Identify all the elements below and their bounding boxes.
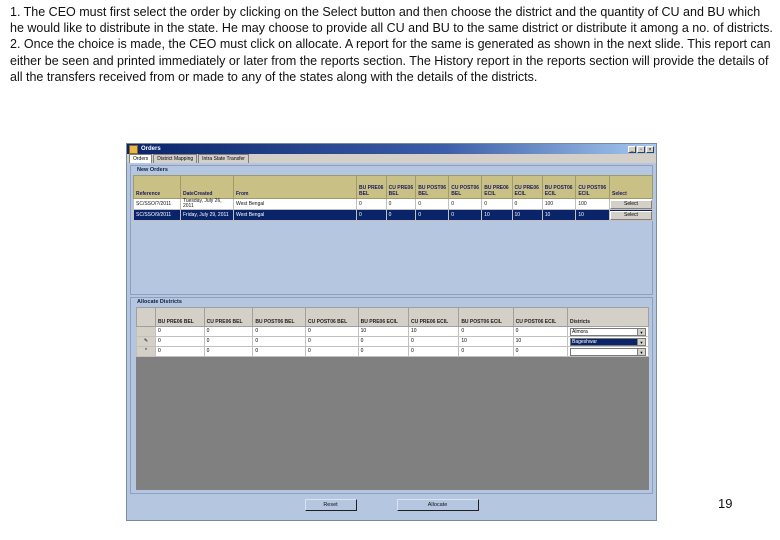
col-districts[interactable]: Districts [568,308,649,327]
qty-input[interactable]: 0 [156,337,205,347]
slide-instructions [10,4,775,85]
qty-input[interactable]: 0 [408,347,458,357]
cell-value: 0 [357,210,387,221]
action-bar [127,496,656,514]
cell-value: 0 [449,199,482,210]
cell-value: 0 [357,199,387,210]
col-bu-pre06-bel[interactable]: BU PRE06 BEL [357,176,387,199]
tab-intra-state-transfer[interactable]: Intra State Transfer [198,154,249,163]
cell-value: 10 [542,210,576,221]
cell-reference: SC/SSO/9/2011 [134,210,181,221]
col-bu-pre06-ecil[interactable]: BU PRE06 ECIL [358,308,408,327]
col-cu-pre06-ecil[interactable]: CU PRE06 ECIL [512,176,542,199]
col-cu-post06-bel[interactable]: CU POST06 BEL [449,176,482,199]
cell-value: 0 [386,210,416,221]
qty-input[interactable]: 0 [358,337,408,347]
allocate-districts-panel [130,297,653,494]
district-dropdown[interactable] [570,348,646,356]
orders-window [126,143,657,521]
qty-input[interactable]: 0 [358,347,408,357]
qty-input[interactable]: 0 [253,337,306,347]
cell-reference: SC/SSO/?/2011 [134,199,181,210]
new-orders-panel [130,165,653,295]
allocation-row[interactable] [137,327,649,337]
chevron-down-icon[interactable]: ▼ [637,349,645,355]
app-icon [129,145,138,154]
cell-value: 0 [449,210,482,221]
cell-value: 0 [416,210,449,221]
new-row-asterisk-icon[interactable]: * [137,347,156,357]
qty-input[interactable]: 0 [204,337,253,347]
allocation-row[interactable] [137,337,649,347]
col-cu-pre06-ecil[interactable]: CU PRE06 ECIL [408,308,458,327]
tab-strip [127,154,656,163]
col-select: Select [610,176,653,199]
allocate-button[interactable]: Allocate [397,499,479,511]
allocate-districts-heading: Allocate Districts [137,299,182,305]
qty-input[interactable]: 10 [408,327,458,337]
qty-input[interactable]: 10 [358,327,408,337]
cell-date: Tuesday, July 26, 2011 [181,199,234,210]
title-bar[interactable] [127,144,656,154]
cell-value: 0 [482,199,512,210]
order-row[interactable] [134,199,653,210]
col-bu-post06-ecil[interactable]: BU POST06 ECIL [459,308,513,327]
col-from[interactable]: From [234,176,357,199]
close-button[interactable]: × [646,146,654,153]
tab-orders[interactable]: Orders [129,154,152,163]
cell-value: 10 [576,210,610,221]
qty-input[interactable]: 0 [408,337,458,347]
qty-input[interactable]: 0 [204,347,253,357]
col-cu-post06-ecil[interactable]: CU POST06 ECIL [513,308,567,327]
col-bu-post06-bel[interactable]: BU POST06 BEL [416,176,449,199]
qty-input[interactable]: 0 [204,327,253,337]
qty-input[interactable]: 0 [156,347,205,357]
chevron-down-icon[interactable]: ▼ [637,329,645,335]
col-cu-pre06-bel[interactable]: CU PRE06 BEL [386,176,416,199]
district-dropdown[interactable] [570,328,646,336]
minimize-button[interactable]: _ [628,146,636,153]
cell-from: West Bengal [234,210,357,221]
cell-value: 0 [386,199,416,210]
tab-district-mapping[interactable]: District Mapping [153,154,197,163]
district-dropdown[interactable] [570,338,646,346]
select-button[interactable]: Select [610,211,652,220]
maximize-button[interactable]: ▫ [637,146,645,153]
col-date-created[interactable]: DateCreated [181,176,234,199]
col-bu-pre06-bel[interactable]: BU PRE06 BEL [156,308,205,327]
col-bu-pre06-ecil[interactable]: BU PRE06 ECIL [482,176,512,199]
row-header-col [137,308,156,327]
select-button[interactable]: Select [610,200,652,209]
page-number: 19 [718,496,733,511]
chevron-down-icon[interactable]: ▼ [637,339,645,345]
qty-input[interactable]: 0 [253,347,306,357]
col-reference[interactable]: Reference [134,176,181,199]
district-value: Bageshwar [571,339,637,345]
qty-input[interactable]: 10 [459,337,513,347]
edit-pencil-icon[interactable]: ✎ [137,337,156,347]
col-cu-pre06-bel[interactable]: CU PRE06 BEL [204,308,253,327]
order-row[interactable] [134,210,653,221]
qty-input[interactable]: 0 [513,347,567,357]
qty-input[interactable]: 0 [253,327,306,337]
new-orders-heading: New Orders [137,167,168,173]
cell-date: Friday, July 29, 2011 [181,210,234,221]
new-allocation-row[interactable] [137,347,649,357]
instruction-paragraph-2: 2. Once the choice is made, the CEO must click on allocate. A report for the same is generated as shown in the next slide. This report can either be seen and printed immediately or later from the reports section. The History report in the reports section will provide the details of all the transfers received from or made to any of the states along with the details of the districts. [10,37,771,84]
window-title: Orders [141,146,161,152]
cell-value: 100 [542,199,576,210]
qty-input[interactable]: 0 [513,327,567,337]
district-value [571,349,637,355]
col-bu-post06-ecil[interactable]: BU POST06 ECIL [542,176,576,199]
cell-value: 100 [576,199,610,210]
allocate-grid-area [136,307,649,490]
col-bu-post06-bel[interactable]: BU POST06 BEL [253,308,306,327]
qty-input[interactable]: 0 [459,347,513,357]
instruction-paragraph-1: 1. The CEO must first select the order by clicking on the Select button and then choose the district and the quantity of CU and BU which he would like to distribute in the state. He may choose to provide all CU and BU to the same district or distribute it among a no. of districts. [10,5,773,36]
allocate-grid [136,307,649,357]
qty-input[interactable]: 0 [306,327,359,337]
cell-value: 10 [512,210,542,221]
qty-input[interactable]: 0 [306,347,359,357]
qty-input[interactable]: 0 [306,337,359,347]
cell-value: 0 [416,199,449,210]
cell-value: 0 [512,199,542,210]
cell-value: 10 [482,210,512,221]
new-orders-grid [133,175,653,221]
qty-input[interactable]: 10 [513,337,567,347]
qty-input[interactable]: 0 [459,327,513,337]
reset-button[interactable]: Reset [305,499,357,511]
district-value: Almora [572,328,588,335]
col-cu-post06-ecil[interactable]: CU POST06 ECIL [576,176,610,199]
cell-from: West Bengal [234,199,357,210]
col-cu-post06-bel[interactable]: CU POST06 BEL [306,308,359,327]
row-marker[interactable] [137,327,156,337]
qty-input[interactable]: 0 [156,327,205,337]
